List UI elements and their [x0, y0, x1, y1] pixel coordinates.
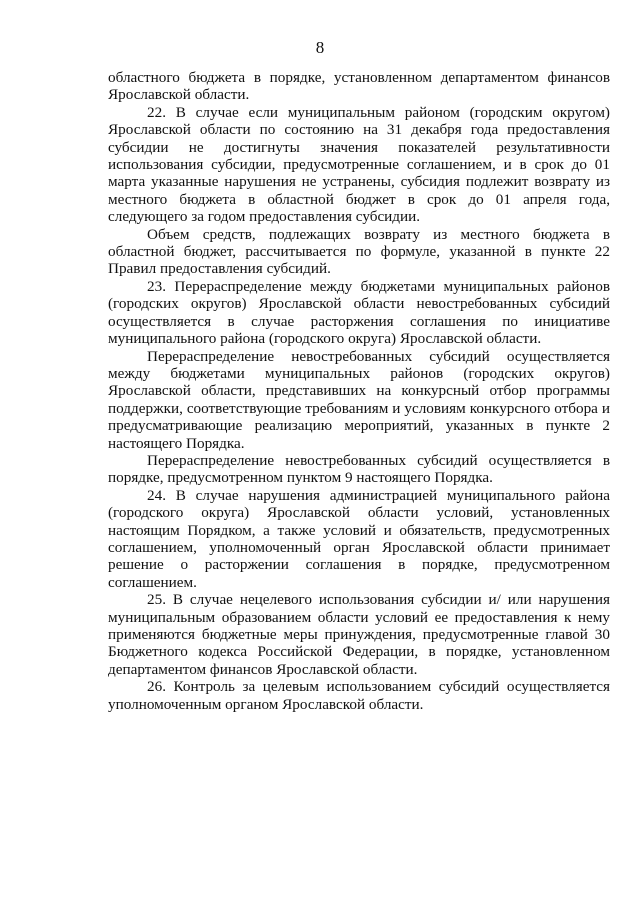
paragraph-23: 23. Перераспределение между бюджетами муниципальных районов (городских округов) Ярославской области невостребованных субсидий осуществляется в случае расторжения соглашения по инициативе муниципального района (городского округа) Ярославской области.	[108, 277, 610, 348]
paragraph-22-refund-volume: Объем средств, подлежащих возврату из местного бюджета в областной бюджет, рассчитывается по формуле, указанной в пункте 22 Правил предоставления субсидий.	[108, 225, 610, 278]
paragraph-26: 26. Контроль за целевым использованием субсидий осуществляется уполномоченным органом Ярославской области.	[108, 678, 610, 713]
paragraph-23-redistribution: Перераспределение невостребованных субсидий осуществляется между бюджетами муниципальных районов (городских округов) Ярославской области, представивших на конкурсный отбор программы поддержки, соответствующие требованиям и условиям конкурсного отбора и предусматривающие реализацию мероприятий, указанных в пункте 2 настоящего Порядка.	[108, 347, 610, 452]
paragraph-continuation: областного бюджета в порядке, установленном департаментом финансов Ярославской области.	[108, 69, 610, 104]
paragraph-22: 22. В случае если муниципальным районом (городским округом) Ярославской области по состоянию на 31 декабря года предоставления субсидии не достигнуты значения показателей результативности использования субсидии, предусмотренные соглашением, и в срок до 01 марта указанные нарушения не устранены, субсидия подлежит возврату из местного бюджета в областной бюджет в срок до 01 апреля года, следующего за годом предоставления субсидии.	[108, 103, 610, 226]
paragraph-24: 24. В случае нарушения администрацией муниципального района (городского округа) Ярославской области условий, установленных настоящим Порядком, а также условий и обязательств, предусмотренных соглашением, уполномоченный орган Ярославской области принимает решение о расторжении соглашения в порядке, предусмотренном соглашением.	[108, 486, 610, 591]
document-body	[108, 69, 610, 713]
page-number: 8	[315, 38, 325, 57]
paragraph-23-procedure: Перераспределение невостребованных субсидий осуществляется в порядке, предусмотренном пунктом 9 настоящего Порядка.	[108, 451, 610, 487]
paragraph-25: 25. В случае нецелевого использования субсидии и/ или нарушения муниципальным образованием области условий ее предоставления к нему применяются бюджетные меры принуждения, предусмотренные главой 30 Бюджетного кодекса Российской Федерации, в порядке, установленном департаментом финансов Ярославской области.	[108, 591, 610, 678]
